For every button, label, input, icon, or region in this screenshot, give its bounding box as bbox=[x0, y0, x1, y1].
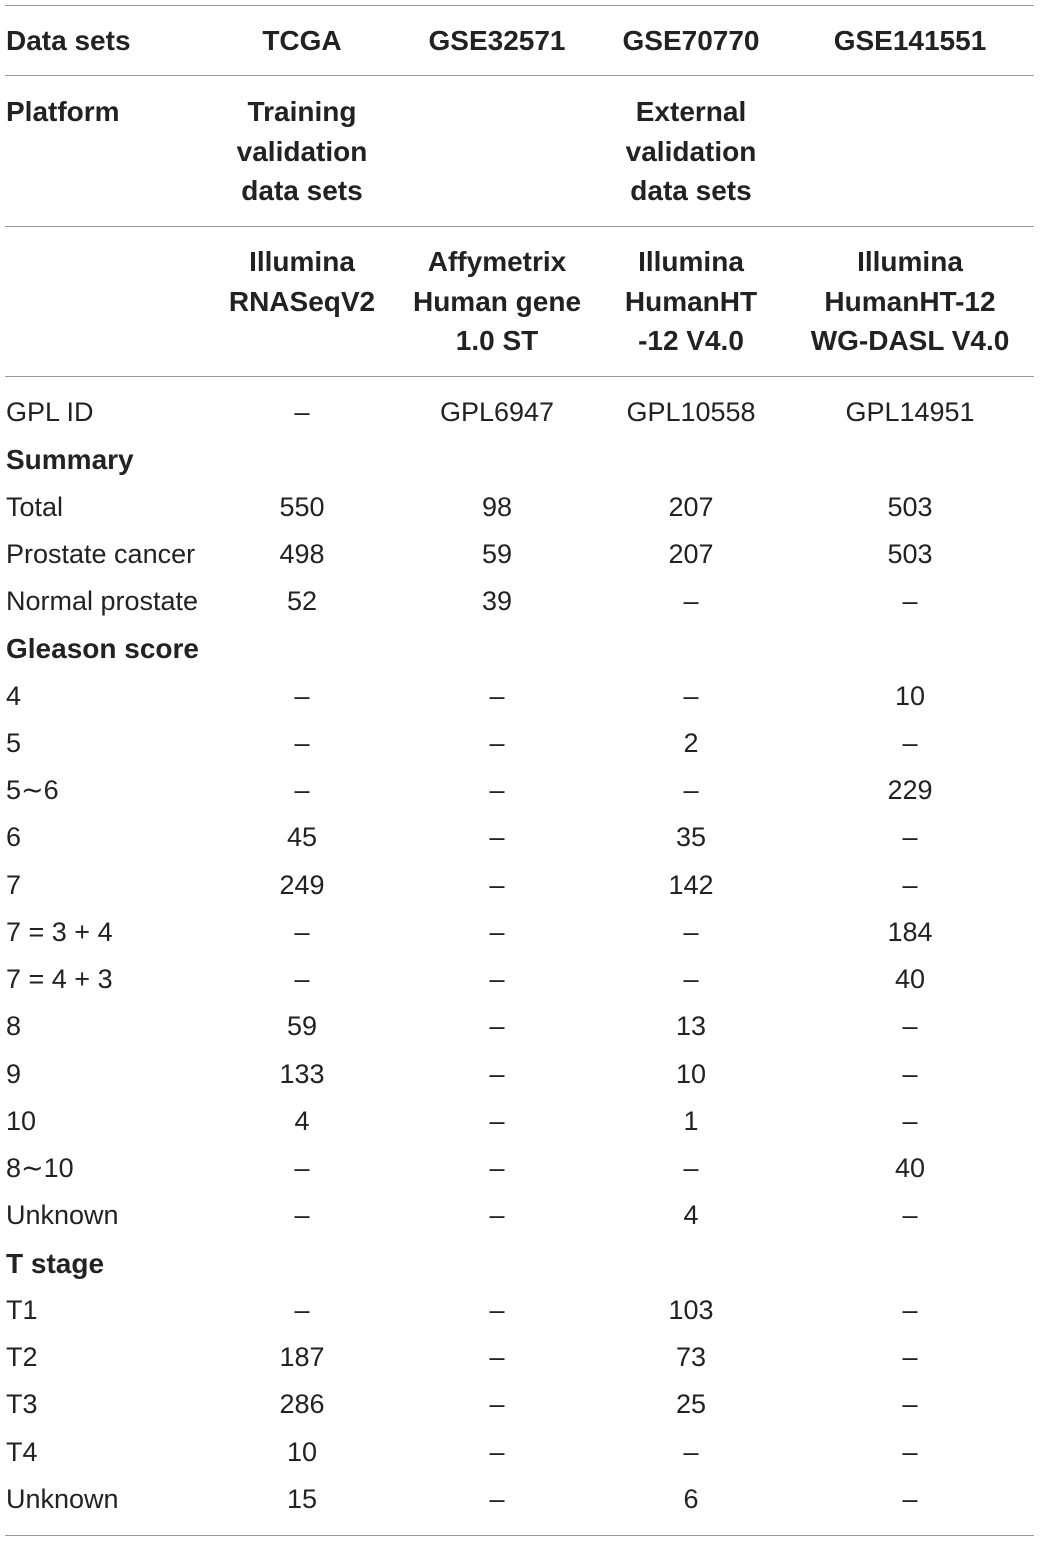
header-col-gse141551: GSE141551 bbox=[833, 25, 987, 56]
table-row bbox=[0, 1287, 1040, 1334]
table-cell: 103 bbox=[668, 1294, 714, 1325]
bottom-rule bbox=[5, 1535, 1034, 1536]
table-row bbox=[0, 1476, 1040, 1523]
table-cell: – bbox=[489, 1058, 505, 1089]
table-cell: – bbox=[489, 916, 505, 947]
table-cell: 207 bbox=[668, 491, 714, 522]
table-cell: – bbox=[902, 1294, 918, 1325]
table-row bbox=[0, 1429, 1040, 1476]
table-cell: – bbox=[489, 1153, 505, 1183]
table-cell: – bbox=[294, 916, 310, 947]
row-label: Normal prostate bbox=[6, 586, 199, 616]
header-platform-line: HumanHT bbox=[624, 285, 758, 317]
table-cell: 550 bbox=[279, 491, 325, 522]
table-cell: 6 bbox=[683, 1483, 699, 1514]
header-platform-line: RNASeqV2 bbox=[228, 285, 376, 317]
table-cell: – bbox=[489, 869, 505, 900]
section-header-row bbox=[0, 436, 1040, 483]
header-platform-gse32571 bbox=[402, 242, 592, 361]
table-cell: – bbox=[683, 586, 699, 616]
table-cell: – bbox=[489, 727, 505, 758]
row-label: T3 bbox=[6, 1389, 38, 1420]
table-cell: 73 bbox=[675, 1342, 707, 1372]
table-cell: – bbox=[294, 397, 310, 427]
table-cell: – bbox=[902, 586, 918, 616]
header-data-sets-label: Data sets bbox=[6, 25, 131, 56]
table-row bbox=[0, 1334, 1040, 1381]
table-cell: 1 bbox=[683, 1105, 699, 1136]
header-platform-line: Illumina bbox=[249, 246, 355, 277]
section-header-row bbox=[0, 1240, 1040, 1287]
row-label: 4 bbox=[6, 680, 22, 711]
table-row bbox=[0, 862, 1040, 909]
table-cell: 286 bbox=[279, 1389, 325, 1420]
header-col-gse70770: GSE70770 bbox=[622, 25, 760, 56]
row-label: T4 bbox=[6, 1436, 38, 1467]
header-external-line: External bbox=[635, 96, 747, 127]
header-platform-line: Illumina bbox=[857, 246, 963, 277]
table-cell: – bbox=[902, 1200, 918, 1231]
header-platform-gse141551 bbox=[800, 242, 1020, 361]
header-external-line: validation bbox=[625, 135, 757, 167]
table-cell: GPL6947 bbox=[439, 397, 555, 427]
table-cell: – bbox=[902, 822, 918, 853]
table-cell: – bbox=[683, 1436, 699, 1467]
table-cell: – bbox=[294, 727, 310, 758]
row-label: 10 bbox=[6, 1105, 37, 1136]
table-cell: – bbox=[902, 1058, 918, 1089]
table-cell: – bbox=[489, 1011, 505, 1042]
table-row bbox=[0, 673, 1040, 720]
table-cell: 52 bbox=[286, 586, 318, 616]
table-cell: – bbox=[489, 1436, 505, 1467]
header-external-validation bbox=[597, 92, 785, 211]
table-row bbox=[0, 578, 1040, 625]
row-label: 9 bbox=[6, 1058, 22, 1089]
table-cell: – bbox=[489, 1389, 505, 1420]
row-label: 8 bbox=[6, 1011, 22, 1042]
header-col-gse32571: GSE32571 bbox=[428, 25, 566, 56]
header-rule-3 bbox=[5, 376, 1034, 377]
table-cell: 503 bbox=[887, 538, 933, 569]
header-platform-line: Illumina bbox=[638, 246, 744, 277]
table-cell: – bbox=[489, 1294, 505, 1325]
table-cell: – bbox=[294, 1153, 310, 1183]
table-cell: – bbox=[902, 1011, 918, 1042]
table-cell: – bbox=[902, 1483, 918, 1514]
table-cell: 59 bbox=[481, 538, 513, 569]
table-cell: 98 bbox=[481, 491, 513, 522]
table-cell: 59 bbox=[286, 1011, 318, 1042]
row-label: 7 = 3 + 4 bbox=[6, 916, 113, 947]
row-label: 5∼6 bbox=[6, 775, 59, 805]
header-platform-line: WG-DASL V4.0 bbox=[810, 325, 1010, 356]
table-cell: 503 bbox=[887, 491, 933, 522]
table-row bbox=[0, 389, 1040, 436]
table-cell: 4 bbox=[683, 1200, 699, 1231]
table-cell: GPL10558 bbox=[626, 397, 756, 427]
header-training-line: validation bbox=[236, 135, 368, 167]
table-cell: – bbox=[489, 964, 505, 994]
table-cell: 207 bbox=[668, 538, 714, 569]
table-cell: – bbox=[294, 680, 310, 711]
table-row bbox=[0, 909, 1040, 956]
table-cell: 187 bbox=[279, 1342, 325, 1372]
row-label: 7 bbox=[6, 869, 22, 900]
header-platform-label: Platform bbox=[6, 96, 120, 127]
table-cell: – bbox=[294, 1294, 310, 1325]
table-cell: – bbox=[683, 1153, 699, 1183]
table-row bbox=[0, 1381, 1040, 1428]
table-cell: – bbox=[489, 775, 505, 805]
header-rule-1 bbox=[5, 75, 1034, 76]
table-cell: – bbox=[902, 1389, 918, 1420]
table-cell: 249 bbox=[279, 869, 325, 900]
table-cell: 13 bbox=[675, 1011, 707, 1042]
table-cell: – bbox=[683, 680, 699, 711]
header-platform-gse70770 bbox=[597, 242, 785, 361]
table-cell: – bbox=[683, 964, 699, 994]
row-label: T1 bbox=[6, 1294, 38, 1325]
table-row bbox=[0, 956, 1040, 1003]
row-label: 8∼10 bbox=[6, 1153, 74, 1183]
table-cell: 133 bbox=[279, 1058, 325, 1089]
table-row bbox=[0, 1098, 1040, 1145]
table-cell: – bbox=[489, 680, 505, 711]
table-cell: 15 bbox=[286, 1483, 318, 1514]
table-cell: 10 bbox=[675, 1058, 707, 1089]
header-training-line: Training bbox=[247, 96, 357, 127]
table-row bbox=[0, 1145, 1040, 1192]
table-cell: – bbox=[683, 775, 699, 805]
header-platform-line: 1.0 ST bbox=[455, 325, 539, 356]
table-cell: 35 bbox=[675, 822, 707, 853]
header-training-line: data sets bbox=[241, 175, 363, 206]
section-header-row bbox=[0, 625, 1040, 672]
table-cell: – bbox=[683, 916, 699, 947]
row-label: Unknown bbox=[6, 1483, 119, 1514]
row-label: GPL ID bbox=[6, 397, 94, 427]
section-label: Gleason score bbox=[6, 633, 199, 665]
table-cell: – bbox=[489, 1200, 505, 1231]
header-platform-line: HumanHT-12 bbox=[824, 285, 996, 317]
table-cell: – bbox=[489, 1105, 505, 1136]
table-row bbox=[0, 720, 1040, 767]
table-cell: – bbox=[902, 1436, 918, 1467]
table-cell: 10 bbox=[894, 680, 926, 711]
header-external-line: data sets bbox=[630, 175, 752, 206]
table-cell: – bbox=[902, 1342, 918, 1372]
header-rule-2 bbox=[5, 226, 1034, 227]
table-cell: – bbox=[489, 822, 505, 853]
header-platform-line: Human gene bbox=[412, 285, 582, 317]
table-cell: 40 bbox=[894, 1153, 926, 1183]
row-label: Total bbox=[6, 491, 64, 522]
table-row bbox=[0, 1051, 1040, 1098]
table-cell: – bbox=[294, 964, 310, 994]
header-platform-line: Affymetrix bbox=[427, 246, 567, 277]
section-label: Summary bbox=[6, 444, 134, 476]
table-row bbox=[0, 767, 1040, 814]
header-col-tcga: TCGA bbox=[262, 25, 342, 56]
table-cell: – bbox=[902, 727, 918, 758]
row-label: 6 bbox=[6, 822, 22, 853]
table-cell: 39 bbox=[481, 586, 513, 616]
table-row bbox=[0, 814, 1040, 861]
table-cell: 45 bbox=[286, 822, 318, 853]
table-cell: – bbox=[902, 869, 918, 900]
table-cell: 142 bbox=[668, 869, 714, 900]
table-cell: 25 bbox=[675, 1389, 707, 1420]
header-platform-line: -12 V4.0 bbox=[638, 325, 744, 356]
section-label: T stage bbox=[6, 1247, 105, 1279]
table-row bbox=[0, 1003, 1040, 1050]
row-label: Unknown bbox=[6, 1200, 119, 1231]
table-cell: – bbox=[902, 1105, 918, 1136]
table-cell: 4 bbox=[294, 1105, 310, 1136]
table-row bbox=[0, 484, 1040, 531]
row-label: Prostate cancer bbox=[6, 538, 196, 569]
table-cell: – bbox=[489, 1483, 505, 1514]
table-cell: – bbox=[294, 1200, 310, 1231]
table-cell: 229 bbox=[887, 775, 933, 805]
table-row bbox=[0, 531, 1040, 578]
table-cell: 184 bbox=[887, 916, 933, 947]
top-rule bbox=[5, 5, 1034, 6]
table-cell: – bbox=[489, 1342, 505, 1372]
row-label: T2 bbox=[6, 1342, 38, 1372]
table-cell: 2 bbox=[683, 727, 699, 758]
header-training-validation bbox=[227, 92, 377, 211]
table-row bbox=[0, 1192, 1040, 1239]
table-cell: 498 bbox=[279, 538, 325, 569]
table-cell: – bbox=[294, 775, 310, 805]
table-cell: 40 bbox=[894, 964, 926, 994]
row-label: 5 bbox=[6, 727, 22, 758]
table-cell: GPL14951 bbox=[845, 397, 975, 427]
header-platform-tcga bbox=[217, 242, 387, 321]
row-label: 7 = 4 + 3 bbox=[6, 964, 113, 994]
table-cell: 10 bbox=[286, 1436, 318, 1467]
